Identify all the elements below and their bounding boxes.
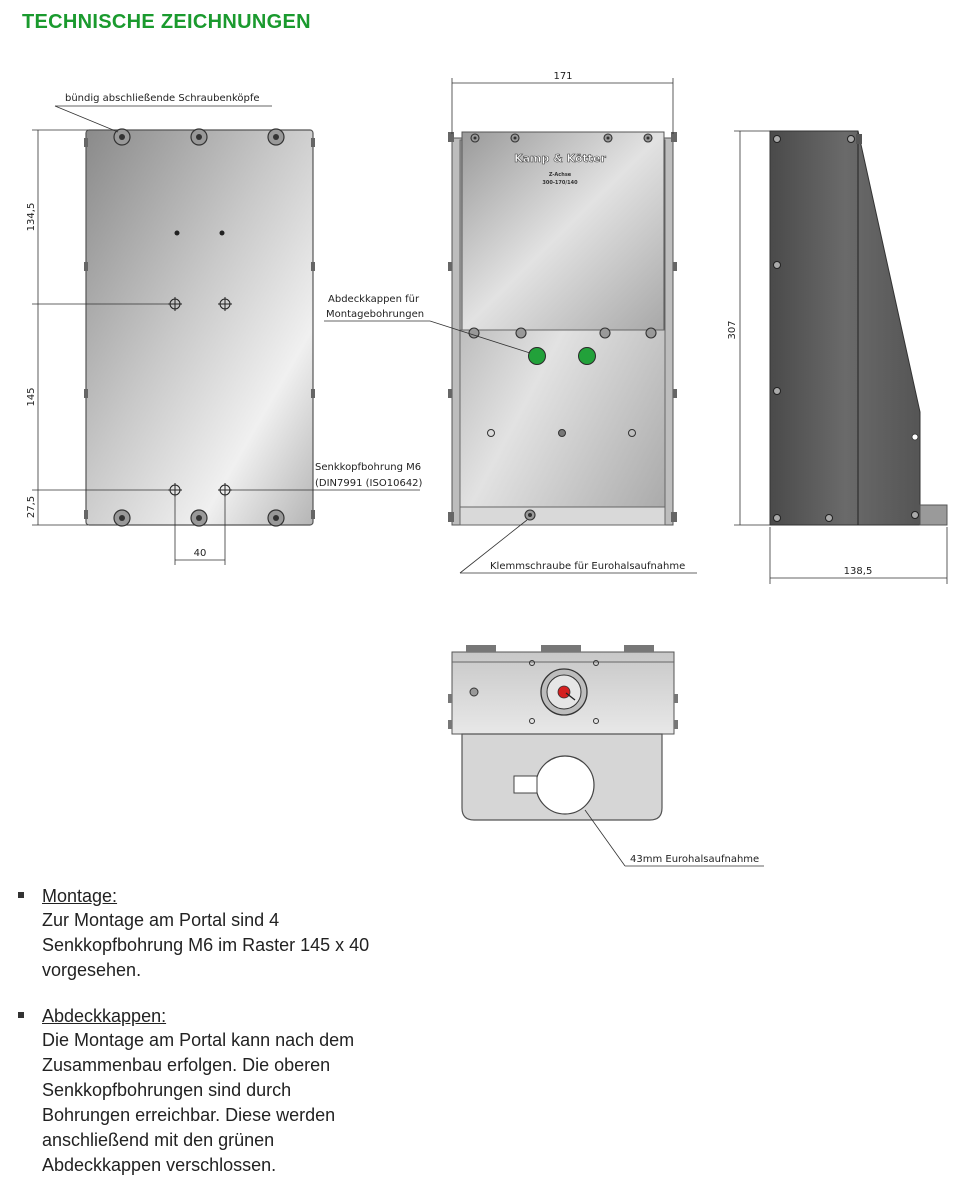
label-clamp-screw: Klemmschraube für Eurohalsaufnahme bbox=[490, 561, 686, 572]
label-euro-neck: 43mm Eurohalsaufnahme bbox=[630, 854, 760, 865]
label-caps-1: Abdeckkappen für bbox=[328, 294, 420, 305]
marker-red-dot bbox=[558, 686, 570, 698]
dim-145: 145 bbox=[26, 387, 37, 407]
page-title: TECHNISCHE ZEICHNUNGEN bbox=[22, 11, 311, 33]
bullet-icon bbox=[18, 1012, 24, 1018]
cover-cap-icon bbox=[579, 348, 596, 365]
back-view bbox=[26, 93, 423, 565]
dim-138-5: 138,5 bbox=[843, 566, 873, 577]
note-line: Senkkopfbohrung M6 im Raster 145 x 40 bbox=[42, 935, 370, 955]
dim-307: 307 bbox=[727, 320, 738, 340]
note-line: Senkkopfbohrungen sind durch bbox=[42, 1080, 292, 1100]
label-screw-heads: bündig abschließende Schraubenköpfe bbox=[65, 93, 260, 104]
list-item bbox=[18, 885, 438, 983]
label-countersink-2: (DIN7991 (ISO10642) bbox=[315, 478, 423, 489]
euro-neck-bore bbox=[536, 756, 594, 814]
note-line: Die Montage am Portal kann nach dem bbox=[42, 1030, 355, 1050]
model-code: 300-170/140 bbox=[542, 180, 578, 186]
cover-cap-icon bbox=[529, 348, 546, 365]
dim-171: 171 bbox=[553, 71, 573, 82]
note-heading: Abdeckkappen: bbox=[42, 1006, 167, 1026]
note-heading: Montage: bbox=[42, 886, 118, 906]
brand-logo: Kamp & Kötter bbox=[514, 152, 606, 165]
side-view bbox=[727, 131, 947, 584]
model-name: Z-Achse bbox=[548, 172, 572, 178]
list-item bbox=[18, 1005, 438, 1178]
note-line: anschließend mit den grünen bbox=[42, 1130, 275, 1150]
note-line: Abdeckkappen verschlossen. bbox=[42, 1155, 277, 1175]
bullet-icon bbox=[18, 892, 24, 898]
dim-27-5: 27,5 bbox=[26, 495, 37, 519]
note-line: vorgesehen. bbox=[42, 960, 142, 980]
note-line: Bohrungen erreichbar. Diese werden bbox=[42, 1105, 336, 1125]
dim-134-5: 134,5 bbox=[26, 202, 37, 232]
notes-list bbox=[18, 885, 438, 1200]
note-line: Zusammenbau erfolgen. Die oberen bbox=[42, 1055, 331, 1075]
front-view bbox=[324, 71, 697, 573]
dim-40: 40 bbox=[193, 548, 207, 559]
bottom-view bbox=[448, 645, 764, 866]
label-caps-2: Montagebohrungen bbox=[326, 309, 425, 320]
label-countersink-1: Senkkopfbohrung M6 bbox=[315, 462, 422, 473]
mounting-plate bbox=[86, 130, 313, 525]
note-line: Zur Montage am Portal sind 4 bbox=[42, 910, 280, 930]
